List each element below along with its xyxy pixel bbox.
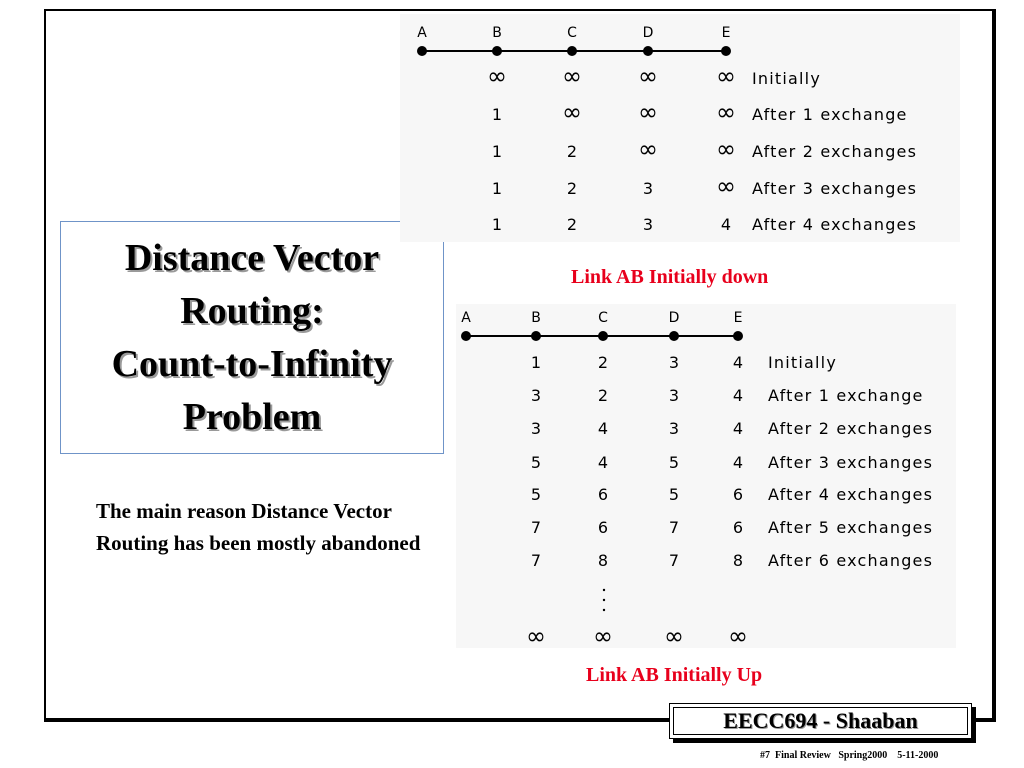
distance-value: 4 xyxy=(720,215,732,234)
figure-link-up xyxy=(456,304,956,648)
node-dot xyxy=(531,331,541,341)
distance-value: ∞ xyxy=(562,62,582,90)
distance-value: 3 xyxy=(530,386,542,405)
distance-value: 6 xyxy=(597,485,609,504)
node-c xyxy=(567,25,577,56)
distance-value: 8 xyxy=(732,551,744,570)
row-label: After 3 exchanges xyxy=(768,453,934,472)
figure-link-up-svg xyxy=(456,304,956,648)
node-c xyxy=(598,310,608,341)
node-label: A xyxy=(417,25,427,41)
table-row xyxy=(531,485,933,504)
table-row xyxy=(531,551,933,570)
distance-value: ∞ xyxy=(487,62,507,90)
distance-value: 7 xyxy=(530,551,542,570)
node-label: D xyxy=(668,310,680,326)
distance-value: ∞ xyxy=(638,135,658,163)
node-label: C xyxy=(567,25,577,41)
slide-info: #7 Final Review Spring2000 5-11-2000 xyxy=(760,750,939,761)
node-b xyxy=(531,310,541,341)
node-dot xyxy=(598,331,608,341)
distance-value: 5 xyxy=(668,485,680,504)
node-dot xyxy=(669,331,679,341)
node-a xyxy=(461,310,471,341)
node-label: D xyxy=(642,25,654,41)
table-row xyxy=(492,135,917,163)
node-dot xyxy=(721,46,731,56)
node-label: B xyxy=(531,310,541,326)
row-label: After 4 exchanges xyxy=(768,485,934,504)
distance-value: 1 xyxy=(530,353,542,372)
node-a xyxy=(417,25,427,56)
row-label: After 6 exchanges xyxy=(768,551,934,570)
distance-value: 7 xyxy=(668,518,680,537)
title-line-2: Routing: xyxy=(180,289,324,332)
node-dot xyxy=(643,46,653,56)
row-label: After 5 exchanges xyxy=(768,518,934,537)
distance-value: ∞ xyxy=(638,62,658,90)
caption-link-down: Link AB Initially down xyxy=(571,266,769,288)
distance-value: 4 xyxy=(597,419,609,438)
row-label: Initially xyxy=(752,69,821,88)
distance-value: 3 xyxy=(642,215,654,234)
node-label: E xyxy=(721,25,731,41)
figure-link-down-svg xyxy=(400,14,960,242)
table-row xyxy=(531,518,933,537)
distance-value: 3 xyxy=(530,419,542,438)
title-line-1: Distance Vector xyxy=(124,236,380,279)
distance-value: 4 xyxy=(732,353,744,372)
table-row xyxy=(492,98,908,126)
distance-value: 4 xyxy=(732,419,744,438)
distance-value: 2 xyxy=(566,142,578,161)
table-row xyxy=(531,386,924,405)
node-dot xyxy=(567,46,577,56)
distance-value: ∞ xyxy=(716,135,736,163)
distance-value: 3 xyxy=(668,386,680,405)
distance-value: ∞ xyxy=(562,98,582,126)
ellipsis-dot xyxy=(603,589,605,591)
distance-value: ∞ xyxy=(716,62,736,90)
node-label: A xyxy=(461,310,471,326)
node-b xyxy=(492,25,502,56)
row-label: After 1 exchange xyxy=(768,386,924,405)
distance-value: 7 xyxy=(530,518,542,537)
distance-value: 6 xyxy=(597,518,609,537)
table-row xyxy=(487,62,821,90)
distance-value: ∞ xyxy=(664,622,684,648)
table-row xyxy=(531,419,933,438)
table-row xyxy=(531,453,933,472)
distance-value: ∞ xyxy=(593,622,613,648)
node-label: E xyxy=(733,310,743,326)
table-row xyxy=(531,353,837,372)
description-text: The main reason Distance Vector Routing has been mostly abandoned xyxy=(96,499,421,555)
distance-value: 1 xyxy=(491,179,503,198)
distance-value: 2 xyxy=(566,215,578,234)
distance-value: 4 xyxy=(732,386,744,405)
title-line-4: Problem xyxy=(182,395,322,438)
distance-value: 2 xyxy=(597,353,609,372)
distance-value: 5 xyxy=(530,453,542,472)
table-row-final xyxy=(526,622,748,648)
distance-value: 3 xyxy=(668,419,680,438)
distance-value: 1 xyxy=(491,215,503,234)
distance-value: 1 xyxy=(491,105,503,124)
distance-value: 1 xyxy=(491,142,503,161)
distance-value: ∞ xyxy=(638,98,658,126)
distance-value: 4 xyxy=(732,453,744,472)
distance-value: 4 xyxy=(597,453,609,472)
node-e xyxy=(733,310,743,341)
distance-value: 5 xyxy=(668,453,680,472)
footer-course: EECC694 - Shaaban xyxy=(723,708,918,733)
distance-value: 6 xyxy=(732,518,744,537)
title-line-3: Count-to-Infinity xyxy=(111,342,393,385)
distance-value: ∞ xyxy=(728,622,748,648)
node-label: C xyxy=(598,310,608,326)
node-dot xyxy=(492,46,502,56)
node-dot xyxy=(733,331,743,341)
node-dot xyxy=(461,331,471,341)
distance-value: 2 xyxy=(566,179,578,198)
distance-value: ∞ xyxy=(526,622,546,648)
distance-value: 6 xyxy=(732,485,744,504)
table-row xyxy=(492,172,917,200)
node-label: B xyxy=(492,25,502,41)
row-label: Initially xyxy=(768,353,837,372)
ellipsis-dot xyxy=(603,609,605,611)
distance-value: 5 xyxy=(530,485,542,504)
row-label: After 3 exchanges xyxy=(752,179,918,198)
caption-link-up: Link AB Initially Up xyxy=(586,664,763,686)
node-d xyxy=(643,25,654,56)
distance-value: ∞ xyxy=(716,98,736,126)
row-label: After 4 exchanges xyxy=(752,215,918,234)
distance-value: 2 xyxy=(597,386,609,405)
vertical-ellipsis xyxy=(603,589,605,611)
row-label: After 2 exchanges xyxy=(768,419,934,438)
distance-value: 7 xyxy=(668,551,680,570)
table-row xyxy=(492,215,917,234)
ellipsis-dot xyxy=(603,599,605,601)
title-box xyxy=(60,221,444,454)
distance-value: ∞ xyxy=(716,172,736,200)
row-label: After 2 exchanges xyxy=(752,142,918,161)
figure-link-down xyxy=(400,14,960,242)
footer-box xyxy=(669,703,972,739)
node-e xyxy=(721,25,731,56)
distance-value: 8 xyxy=(597,551,609,570)
node-dot xyxy=(417,46,427,56)
distance-value: 3 xyxy=(668,353,680,372)
distance-value: 3 xyxy=(642,179,654,198)
row-label: After 1 exchange xyxy=(752,105,908,124)
slide-title xyxy=(112,232,393,444)
node-d xyxy=(669,310,680,341)
